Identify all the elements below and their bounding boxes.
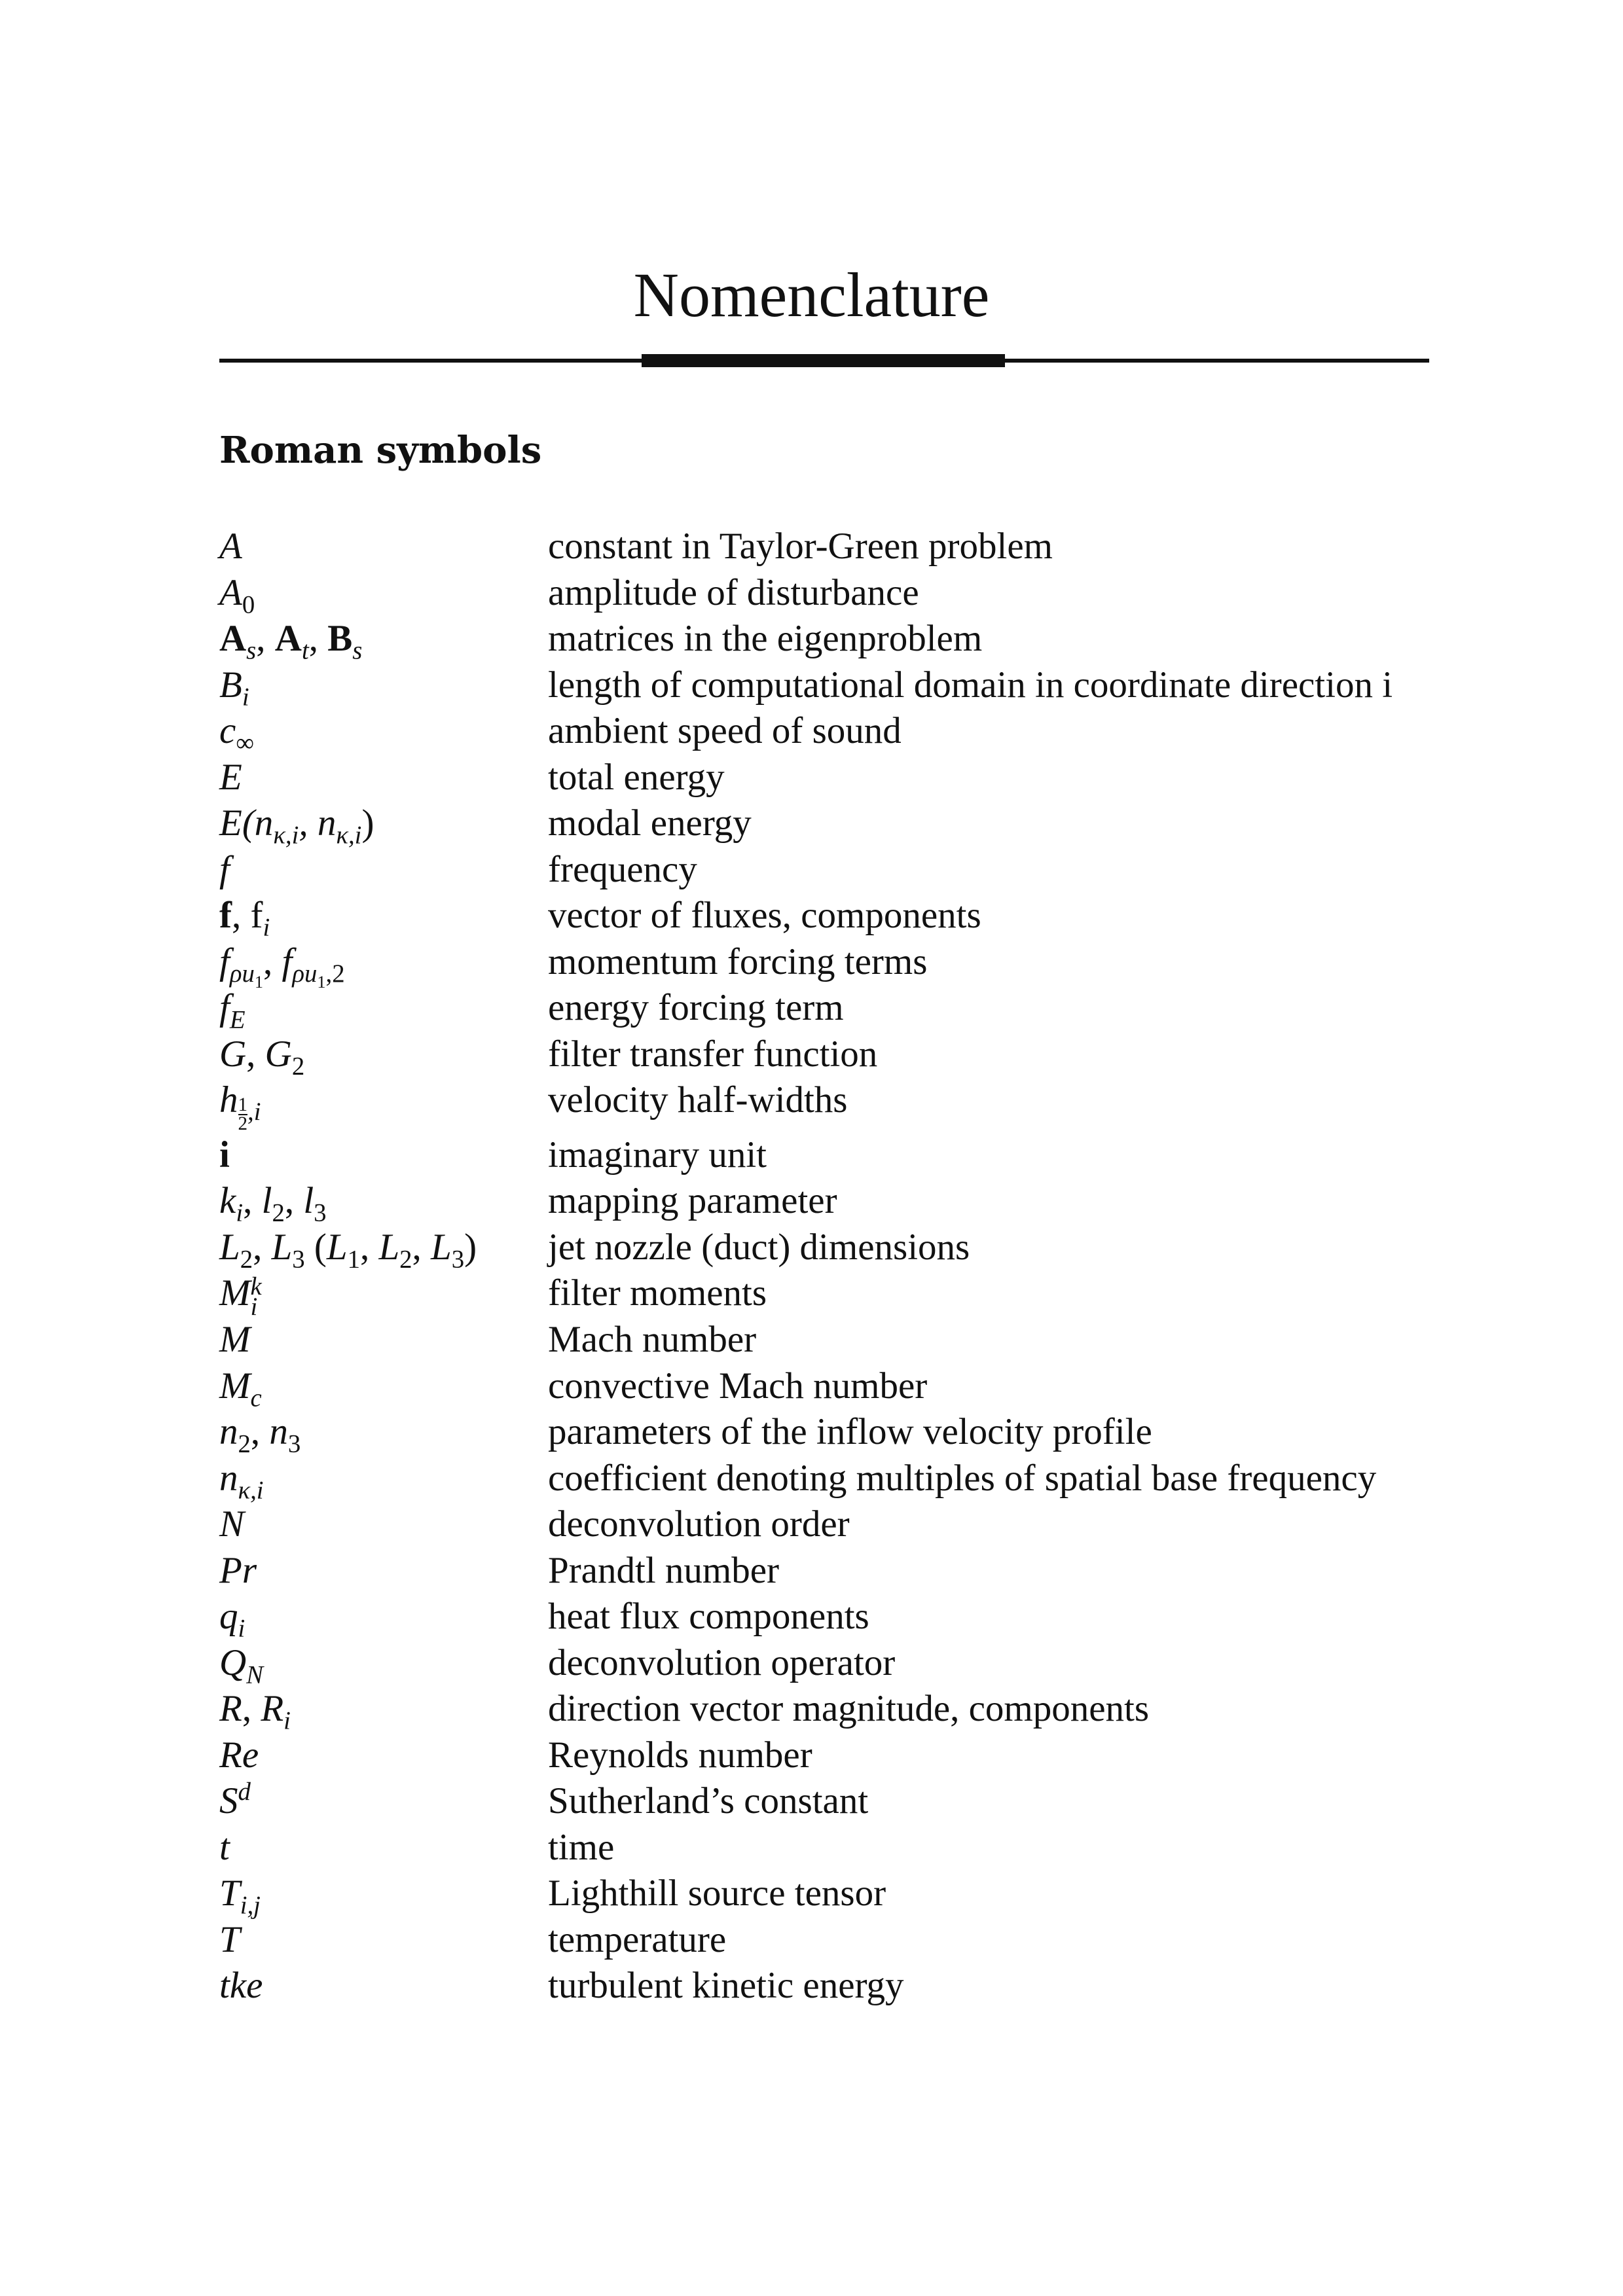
description: Sutherland’s constant (548, 1780, 869, 1822)
description: deconvolution operator (548, 1641, 896, 1683)
description: Lighthill source tensor (548, 1873, 886, 1914)
symbol: M k i (219, 1272, 262, 1321)
list-item (219, 985, 1398, 1034)
list-item (219, 939, 1398, 992)
symbol: tke (219, 1965, 263, 2007)
list-item (219, 708, 1398, 755)
description: coefficient denoting multiples of spatial base frequency (548, 1457, 1377, 1499)
description: filter moments (548, 1272, 767, 1314)
list-item (219, 616, 1398, 665)
symbol: $M_c$ (219, 1365, 262, 1412)
symbol: $B_i$ (219, 664, 249, 711)
symbol: M (219, 1319, 251, 1361)
list-item (219, 1270, 1398, 1321)
list-item (219, 570, 1398, 617)
list-item (219, 662, 1398, 709)
list-item (219, 1732, 1398, 1779)
section-heading: Roman symbols (219, 429, 542, 472)
symbol: $A_0$ (219, 571, 255, 619)
list-item (219, 1317, 1398, 1363)
symbol: T (219, 1918, 240, 1960)
symbol: $n_2$, $n_3$ (219, 1411, 301, 1458)
description: direction vector magnitude, components (548, 1688, 1150, 1730)
symbol: A (219, 526, 242, 567)
description: energy forcing term (548, 987, 844, 1028)
list-item (219, 1594, 1398, 1643)
symbol: f (219, 848, 230, 890)
symbol: $k_i$, $l_2$, $l_3$ (219, 1180, 327, 1227)
list-item (219, 1225, 1398, 1274)
symbol: R, $R_i$ (219, 1688, 291, 1735)
description: constant in Taylor-Green problem (548, 526, 1053, 567)
symbol: E (219, 756, 242, 798)
description: amplitude of disturbance (548, 571, 919, 613)
list-item (219, 1031, 1398, 1078)
symbol: h $_{\frac{1}{2} ,i}$ (219, 1079, 261, 1134)
symbol: i (219, 1134, 230, 1175)
list-item (219, 1409, 1398, 1456)
list-item (219, 1871, 1398, 1920)
description: ambient speed of sound (548, 710, 902, 751)
symbol: f, $f_i$ (219, 895, 270, 942)
description: frequency (548, 848, 697, 890)
description: vector of fluxes, components (548, 895, 981, 936)
symbol: t (219, 1826, 230, 1868)
symbol: $f_E$ (219, 987, 246, 1034)
symbol: $f_{\rho u_1}$, $f_{\rho u_1,2}$ (219, 941, 345, 992)
list-item (219, 1640, 1398, 1687)
page-title: Nomenclature (633, 260, 990, 330)
description: filter transfer function (548, 1033, 878, 1075)
list-item (219, 755, 1398, 801)
description: jet nozzle (duct) dimensions (548, 1226, 970, 1268)
list-item (219, 1686, 1398, 1735)
list-item (219, 1132, 1398, 1179)
list-item (219, 1963, 1398, 2009)
title-rule-accent (642, 354, 1005, 367)
nomenclature-list (219, 524, 1398, 2009)
list-item (219, 1917, 1398, 1964)
symbol: $E(n_{\kappa,i}$, $n_{\kappa,i}$) (219, 802, 374, 850)
list-item (219, 1363, 1398, 1410)
symbol: Pr (219, 1549, 257, 1591)
description: time (548, 1826, 615, 1868)
symbol: $T_{i,j}$ (219, 1873, 261, 1920)
description: Reynolds number (548, 1734, 812, 1776)
description: heat flux components (548, 1596, 869, 1638)
description: mapping parameter (548, 1180, 837, 1222)
list-item (219, 1778, 1398, 1825)
list-item (219, 1548, 1398, 1594)
description: modal energy (548, 802, 752, 844)
symbol: G, $G_2$ (219, 1033, 305, 1080)
list-item (219, 524, 1398, 570)
symbol: N (219, 1503, 245, 1545)
list-item (219, 1178, 1398, 1225)
list-item (219, 1077, 1398, 1132)
symbol: $q_i$ (219, 1596, 246, 1643)
list-item (219, 1501, 1398, 1548)
list-item (219, 1825, 1398, 1871)
description: deconvolution order (548, 1503, 850, 1545)
description: matrices in the eigenproblem (548, 618, 983, 659)
description: Prandtl number (548, 1549, 780, 1591)
list-item (219, 847, 1398, 893)
symbol: $S^d$ (219, 1778, 251, 1822)
symbol: $Q_N$ (219, 1641, 264, 1689)
description: parameters of the inflow velocity profile (548, 1411, 1152, 1453)
description: turbulent kinetic energy (548, 1965, 904, 2007)
list-item (219, 800, 1398, 850)
symbol: $A_s$, $A_t$, $B_s$ (219, 618, 363, 665)
description: length of computational domain in coordinate direction i (548, 664, 1393, 706)
description: Mach number (548, 1319, 757, 1361)
description: imaginary unit (548, 1134, 767, 1175)
symbol: $L_2$, $L_3$ ($L_1$, $L_2$, $L_3$) (219, 1226, 477, 1274)
list-item (219, 893, 1398, 942)
description: total energy (548, 756, 725, 798)
description: temperature (548, 1918, 727, 1960)
symbol: Re (219, 1734, 259, 1776)
symbol: $c_\infty$ (219, 710, 254, 757)
list-item (219, 1456, 1398, 1502)
description: convective Mach number (548, 1365, 928, 1407)
description: velocity half-widths (548, 1079, 848, 1121)
symbol: $n_{\kappa,i}$ (219, 1457, 264, 1504)
description: momentum forcing terms (548, 941, 928, 982)
